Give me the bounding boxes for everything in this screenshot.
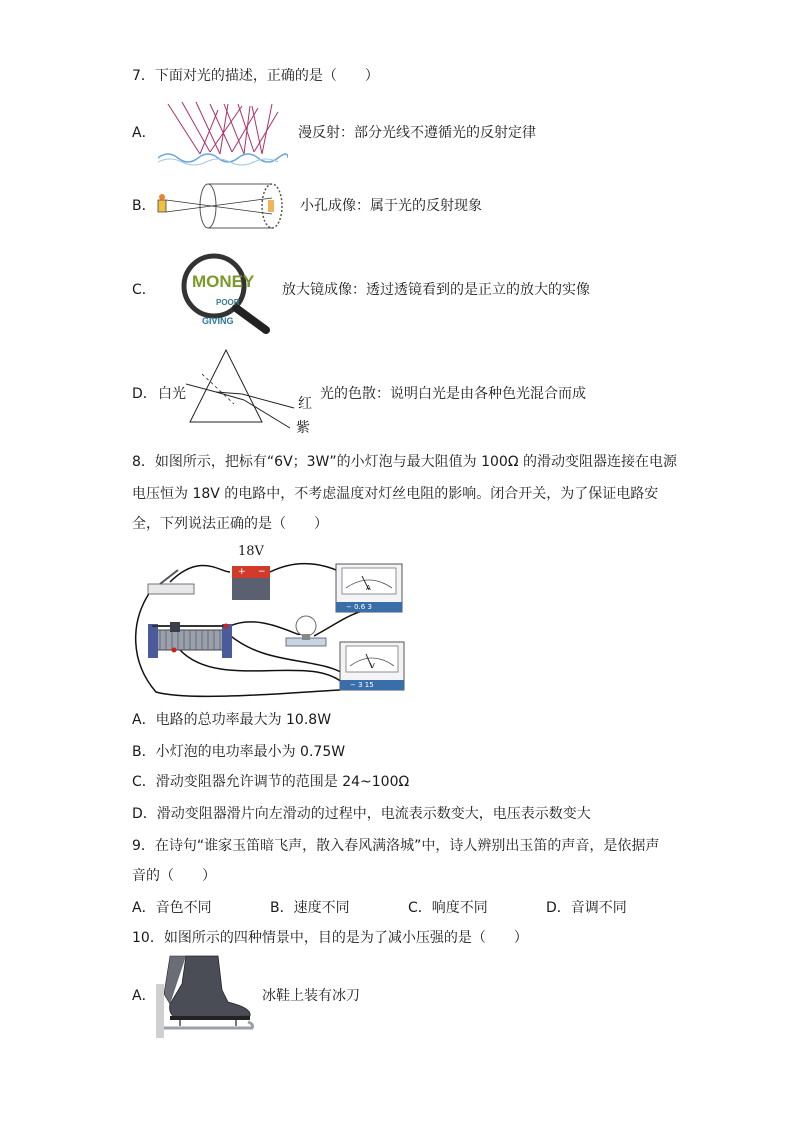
battery-minus: −: [258, 567, 266, 577]
q8-option-b: B．小灯泡的电功率最小为 0.75W: [132, 744, 346, 760]
q8-option-a: A．电路的总功率最大为 10.8W: [132, 712, 332, 728]
q7-option-c-label: C．: [132, 282, 156, 298]
q8-stem-line2: 电压恒为 18V 的电路中，不考虑温度对灯丝电阻的影响。闭合开关，为了保证电路安: [132, 486, 659, 502]
circuit-figure: [130, 542, 430, 704]
q8-stem-line1: 8．如图所示，把标有“6V；3W”的小灯泡与最大阻值为 100Ω 的滑动变阻器连接在电源: [132, 454, 677, 470]
prism-dispersion-figure: [186, 346, 302, 436]
q8-option-c: C．滑动变阻器允许调节的范围是 24~100Ω: [132, 774, 410, 790]
ammeter-terminals: − 0.6 3: [346, 603, 372, 611]
prism-red-label: 红: [298, 396, 312, 412]
q10-stem: 10．如图所示的四种情景中，目的是为了减小压强的是（ ）: [132, 930, 528, 946]
magnifier-figure: [174, 246, 270, 334]
q7-option-a-text: 漫反射：部分光线不遵循光的反射定律: [298, 125, 536, 141]
circuit-diagram: [130, 542, 430, 704]
diffuse-reflection-figure: [158, 100, 288, 166]
ice-skate-figure: [156, 954, 256, 1038]
magnifier-word2: POOR: [216, 298, 240, 307]
pinhole-camera-figure: [154, 180, 290, 232]
magnifier-word3: GIVING: [202, 316, 234, 326]
q9-stem-line2: 音的（ ）: [132, 868, 216, 884]
q7-option-b-label: B．: [132, 198, 156, 214]
q7-stem: 7．下面对光的描述，正确的是（ ）: [132, 68, 379, 84]
q9-option-a: A．音色不同: [132, 900, 212, 916]
prism-purple-label: 紫: [296, 420, 310, 436]
magnifier-word: MONEY: [192, 272, 255, 291]
q7-option-a-label: A．: [132, 125, 156, 141]
q9-option-d: D．音调不同: [546, 900, 627, 916]
q8-stem-line3: 全，下列说法正确的是（ ）: [132, 516, 328, 532]
q9-option-c: C．响度不同: [408, 900, 488, 916]
q7-option-d-label: D．: [132, 386, 157, 402]
ammeter-letter: A: [366, 584, 371, 592]
q10-option-a-label: A．: [132, 988, 156, 1004]
q8-option-d: D．滑动变阻器滑片向左滑动的过程中，电流表示数变大，电压表示数变大: [132, 806, 591, 822]
prism-white-label: 白光: [158, 386, 186, 402]
q7-option-c-text: 放大镜成像：透过透镜看到的是正立的放大的实像: [282, 282, 590, 298]
q9-option-b: B．速度不同: [270, 900, 350, 916]
q7-option-b-text: 小孔成像：属于光的反射现象: [300, 198, 482, 214]
battery-plus: +: [238, 567, 246, 577]
q7-option-d-text: 光的色散：说明白光是由各种色光混合而成: [320, 386, 586, 402]
voltmeter-letter: V: [370, 662, 375, 670]
q10-option-a-text: 冰鞋上装有冰刀: [262, 988, 360, 1004]
voltmeter-terminals: − 3 15: [350, 681, 374, 689]
q9-stem-line1: 9．在诗句“谁家玉笛暗飞声，散入春风满洛城”中，诗人辨别出玉笛的声音，是依据声: [132, 838, 660, 854]
battery-voltage-label: 18V: [238, 544, 264, 559]
